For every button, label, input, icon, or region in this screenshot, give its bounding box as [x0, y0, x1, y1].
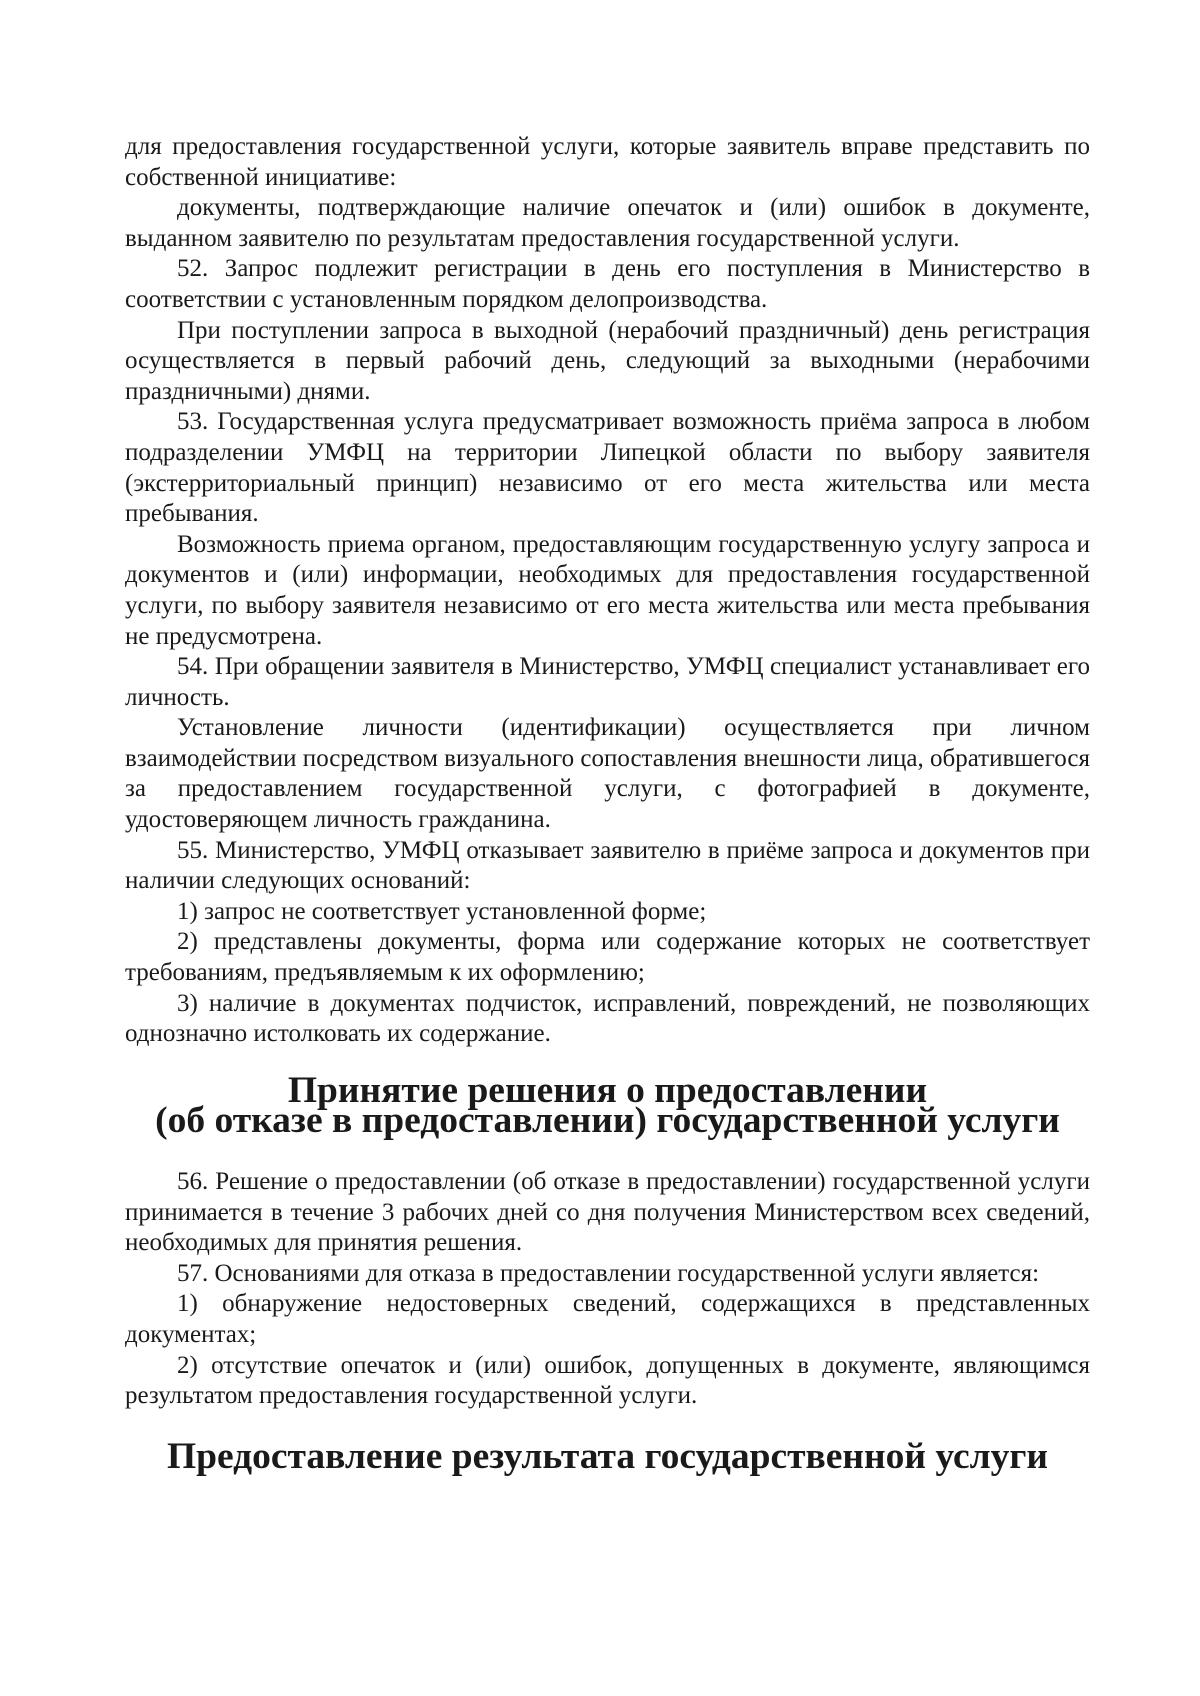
paragraph-55: 55. Министерство, УМФЦ отказывает заявителю в приёме запроса и документов при наличии следующих оснований:: [125, 836, 1090, 895]
paragraph-documents: документы, подтверждающие наличие опечаток и (или) ошибок в документе, выданном заявителю по результатам предоставления государственной услуги.: [125, 194, 1090, 252]
paragraph-55-item-3: 3) наличие в документах подчисток, исправлений, повреждений, не позволяющих однозначно истолковать их содержание.: [125, 989, 1090, 1048]
paragraph-54-identification: Установление личности (идентификации) осуществляется при личном взаимодействии посредством визуального сопоставления внешности лица, обратившегося за предоставлением государственной услуги, с фотографией в документе, удостоверяющем личность гражданина.: [125, 714, 1090, 834]
paragraph-54: 54. При обращении заявителя в Министерство, УМФЦ специалист устанавливает его личность.: [125, 653, 1090, 711]
paragraph-56: 56. Решение о предоставлении (об отказе в предоставлении) государственной услуги принимается в течение 3 рабочих дней со дня получения Министерством всех сведений, необходимых для принятия решения.: [125, 1168, 1090, 1257]
section-heading-decision-line1: Принятие решения о предоставлении: [287, 1069, 928, 1111]
paragraph-52: 52. Запрос подлежит регистрации в день его поступления в Министерство в соответствии с установленным порядком делопроизводства.: [125, 255, 1090, 313]
paragraph-continuation: для предоставления государственной услуги, которые заявитель вправе представить по собственной инициативе:: [125, 133, 1090, 191]
paragraph-52-holiday: При поступлении запроса в выходной (нерабочий праздничный) день регистрация осуществляется в первый рабочий день, следующий за выходными (нерабочими праздничными) днями.: [125, 316, 1090, 405]
section-heading-decision: [125, 1069, 1090, 1142]
section-heading-decision-line2: (об отказе в предоставлении) государственной услуги: [155, 1100, 1060, 1142]
section-heading-result: Предоставление результата государственной услуги: [166, 1435, 1049, 1477]
document-page: [125, 132, 1090, 1477]
paragraph-57: 57. Основаниями для отказа в предоставлении государственной услуги является:: [177, 1259, 1040, 1287]
paragraph-53-reception: Возможность приема органом, предоставляющим государственную услугу запроса и документов и (или) информации, необходимых для предоставления государственной услуги, по выбору заявителя независимо от его места жительства или места пребывания не предусмотрена.: [125, 530, 1090, 650]
paragraph-53: 53. Государственная услуга предусматривает возможность приёма запроса в любом подразделении УМФЦ на территории Липецкой области по выбору заявителя (экстерриториальный принцип) независимо от его места жительства или места пребывания.: [125, 408, 1090, 528]
paragraph-57-item-2: 2) отсутствие опечаток и (или) ошибок, допущенных в документе, являющимся результатом предоставления государственной услуги.: [125, 1351, 1090, 1410]
paragraph-55-item-1: 1) запрос не соответствует установленной форме;: [177, 897, 707, 925]
paragraph-57-item-1: 1) обнаружение недостоверных сведений, содержащихся в представленных документах;: [125, 1290, 1090, 1348]
paragraph-55-item-2: 2) представлены документы, форма или содержание которых не соответствует требованиям, предъявляемым к их оформлению;: [125, 928, 1090, 987]
